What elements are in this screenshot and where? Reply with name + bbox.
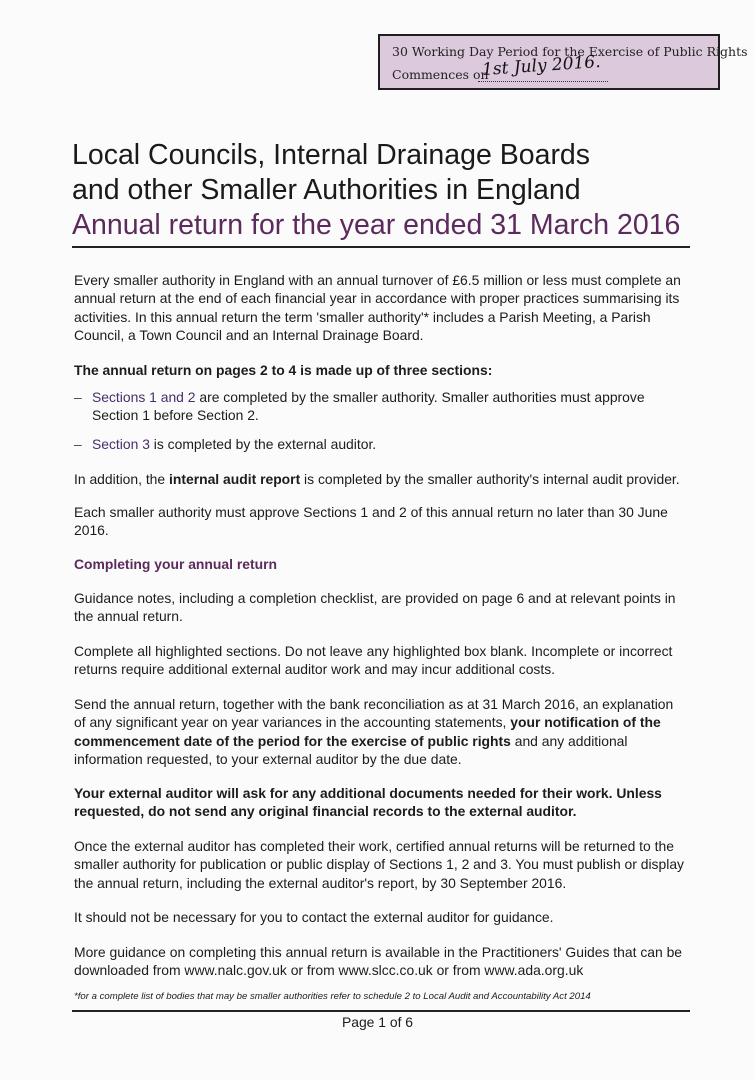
public-rights-stamp (378, 34, 748, 90)
send-text-before: Send the annual return, together with the bank reconciliation as at 31 March 2016, an explanation of any significant year on year variances in the accounting statements, (74, 696, 674, 731)
auditor-notice: Your external auditor will ask for any additional documents needed for their work. Unless requested, do not send any original financial records to the external auditor. (74, 785, 662, 820)
internal-audit-text-after: is completed by the smaller authority's internal audit provider. (300, 471, 680, 487)
contact-paragraph: It should not be necessary for you to contact the external auditor for guidance. (74, 909, 554, 925)
complete-paragraph: Complete all highlighted sections. Do not leave any highlighted box blank. Incomplete or incorrect returns require additional external auditor work and may incur additional costs. (74, 643, 673, 678)
stamp-commences-label: Commences on (392, 67, 489, 82)
bullet-body: is completed by the external auditor. (149, 436, 377, 452)
once-paragraph: Once the external auditor has completed their work, certified annual returns will be returned to the smaller authority for publication or public display of Sections 1, 2 and 3. You must publish or display the annual return, including the external auditor's report, by 30 September 2016. (74, 838, 684, 891)
intro-paragraph: Every smaller authority in England with an annual turnover of £6.5 million or less must complete an annual return at the end of each financial year in accordance with proper practices summarising its activities. In this annual return the term 'smaller authority'* includes a Parish Meeting, a Parish Council, a Town Council and an Internal Drainage Board. (74, 272, 681, 343)
send-text-after: and any additional information requested, to your external auditor by the due date. (74, 732, 628, 767)
bullet-body: are completed by the smaller authority. Smaller authorities must approve Section 1 before Section 2. (92, 389, 645, 424)
bullet-highlight: Sections 1 and 2 (92, 389, 196, 405)
stamp-handwritten-date: 1st July 2016. (481, 51, 602, 81)
page-number: Page 1 of 6 (341, 1014, 414, 1030)
stamp-date-underline (478, 81, 608, 82)
guidance-paragraph: Guidance notes, including a completion checklist, are provided on page 6 and at relevant points in the annual return. (74, 590, 676, 625)
document-subtitle: Annual return for the year ended 31 March 2016 (72, 209, 681, 241)
title-line-2: and other Smaller Authorities in England (72, 174, 581, 206)
bullet-sections-1-2 (92, 388, 686, 425)
footer-rule (72, 1010, 690, 1012)
internal-audit-report-bold: internal audit report (169, 471, 301, 487)
send-paragraph (74, 695, 686, 768)
title-rule (72, 246, 690, 248)
bullet-dash-2: – (74, 436, 82, 452)
footnote: *for a complete list of bodies that may be smaller authorities refer to schedule 2 to Local Audit and Accountability Act 2014 (74, 991, 591, 1002)
internal-audit-paragraph (74, 470, 686, 488)
stamp-period-text: 30 Working Day Period for the Exercise of Public Rights (392, 44, 748, 59)
more-guidance-paragraph: More guidance on completing this annual return is available in the Practitioners' Guides that can be downloaded from www.nalc.gov.uk or from www.slcc.co.uk or from www.ada.org.uk (74, 944, 683, 979)
internal-audit-text-before: In addition, the (74, 471, 169, 487)
completing-heading: Completing your annual return (74, 556, 277, 572)
title-line-1: Local Councils, Internal Drainage Boards (72, 139, 591, 171)
send-text-bold: your notification of the commencement date of the period for the exercise of public rights (74, 714, 661, 749)
bullet-dash-1: – (74, 389, 82, 405)
document-title (72, 138, 712, 208)
sections-heading: The annual return on pages 2 to 4 is made up of three sections: (74, 362, 493, 378)
approve-paragraph: Each smaller authority must approve Sections 1 and 2 of this annual return no later than 30 June 2016. (74, 504, 668, 539)
bullet-highlight: Section 3 (92, 436, 150, 452)
bullet-section-3 (92, 435, 686, 453)
